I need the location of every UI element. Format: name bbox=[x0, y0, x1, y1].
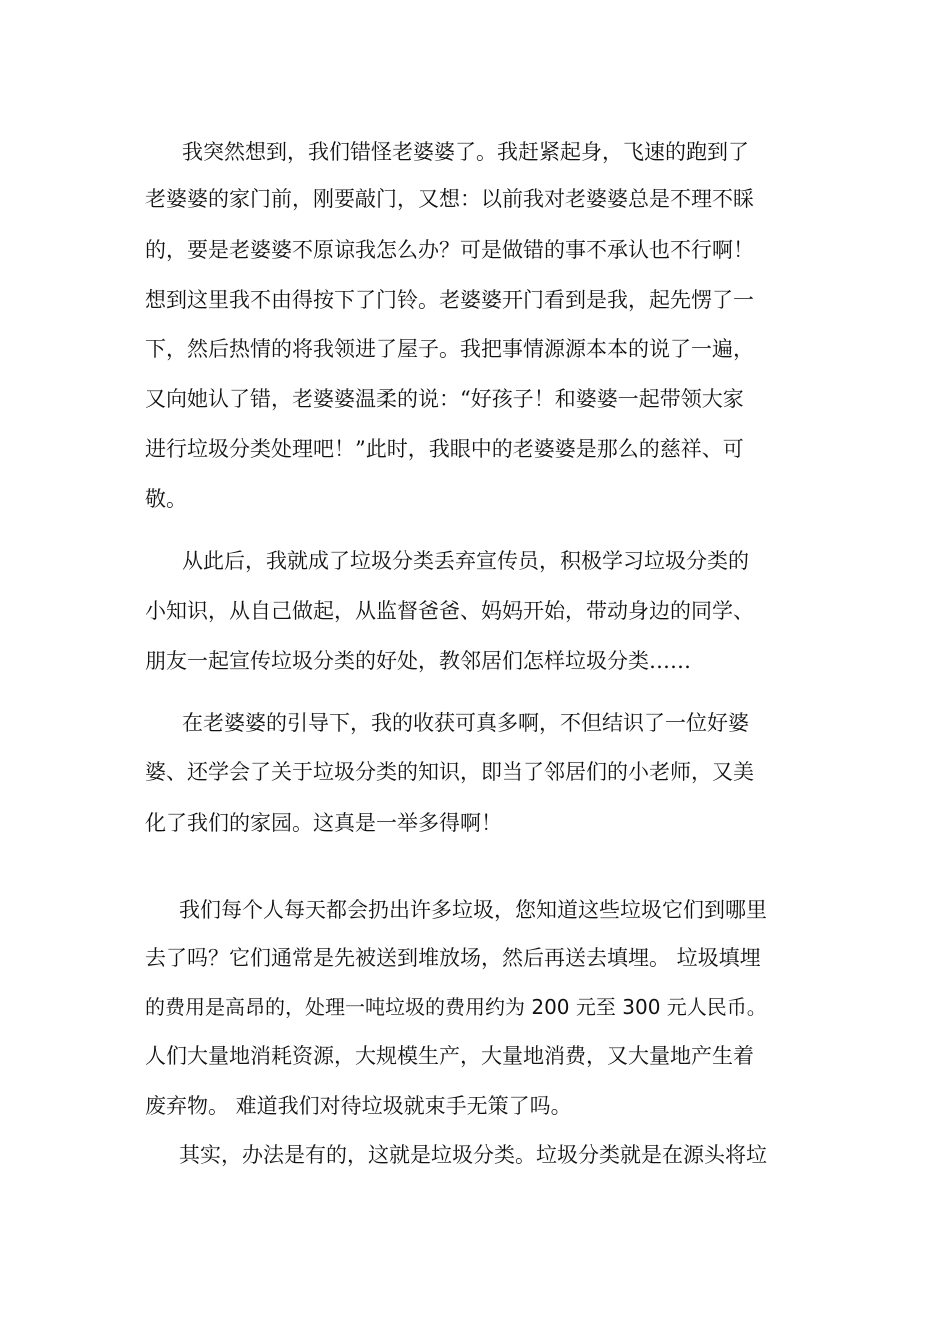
paragraph-2-line-1: 从此后，我就成了垃圾分类丢弃宣传员，积极学习垃圾分类的 bbox=[182, 549, 749, 573]
paragraph-1-line-5: 下，然后热情的将我领进了屋子。我把事情源源本本的说了一遍， bbox=[145, 337, 754, 361]
paragraph-1-line-6: 又向她认了错，老婆婆温柔的说：“好孩子！和婆婆一起带领大家 bbox=[145, 387, 744, 411]
paragraph-1-line-3: 的，要是老婆婆不原谅我怎么办？可是做错的事不承认也不行啊！ bbox=[145, 238, 754, 262]
paragraph-1-line-8: 敬。 bbox=[145, 487, 187, 511]
paragraph-4-line-4: 人们大量地消耗资源，大规模生产，大量地消费，又大量地产生着 bbox=[145, 1044, 754, 1068]
paragraph-1-line-4: 想到这里我不由得按下了门铃。老婆婆开门看到是我，起先愣了一 bbox=[145, 288, 754, 312]
paragraph-2-line-3: 朋友一起宣传垃圾分类的好处，教邻居们怎样垃圾分类…… bbox=[145, 649, 691, 673]
paragraph-1-line-1: 我突然想到，我们错怪老婆婆了。我赶紧起身，飞速的跑到了 bbox=[182, 140, 749, 164]
paragraph-3-line-1: 在老婆婆的引导下，我的收获可真多啊，不但结识了一位好婆 bbox=[182, 711, 749, 735]
paragraph-1-line-7: 进行垃圾分类处理吧！”此时，我眼中的老婆婆是那么的慈祥、可 bbox=[145, 437, 744, 461]
paragraph-4-line-3: 的费用是高昂的，处理一吨垃圾的费用约为 200 元至 300 元人民币。 bbox=[145, 995, 767, 1019]
paragraph-3-line-2: 婆、还学会了关于垃圾分类的知识，即当了邻居们的小老师，又美 bbox=[145, 760, 754, 784]
paragraph-1-line-2: 老婆婆的家门前，刚要敲门，又想：以前我对老婆婆总是不理不睬 bbox=[145, 187, 754, 211]
paragraph-4-line-1: 我们每个人每天都会扔出许多垃圾，您知道这些垃圾它们到哪里 bbox=[179, 898, 767, 922]
paragraph-3-line-3: 化了我们的家园。这真是一举多得啊！ bbox=[145, 811, 502, 835]
paragraph-4-line-5: 废弃物。 难道我们对待垃圾就束手无策了吗。 bbox=[145, 1094, 572, 1118]
paragraph-5-line-1: 其实，办法是有的，这就是垃圾分类。垃圾分类就是在源头将垃 bbox=[179, 1143, 767, 1167]
paragraph-2-line-2: 小知识，从自己做起，从监督爸爸、妈妈开始，带动身边的同学、 bbox=[145, 599, 754, 623]
paragraph-4-line-2: 去了吗？它们通常是先被送到堆放场，然后再送去填埋。 垃圾填埋 bbox=[145, 946, 761, 970]
